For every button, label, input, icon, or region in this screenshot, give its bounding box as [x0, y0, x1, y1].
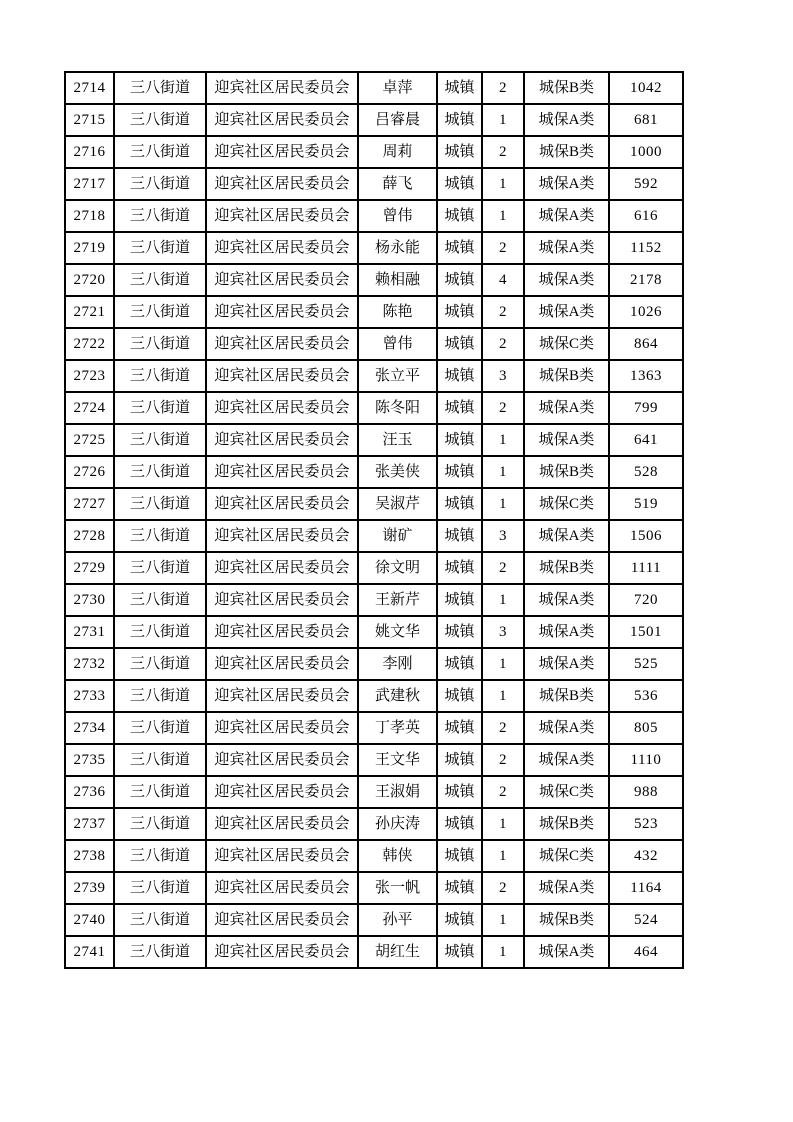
cell-committee: 迎宾社区居民委员会	[206, 744, 358, 776]
table-row	[65, 136, 683, 168]
cell-serial-number: 2720	[65, 264, 114, 296]
cell-member-count: 2	[482, 712, 524, 744]
cell-household-type: 城镇	[437, 392, 482, 424]
cell-amount: 432	[609, 840, 683, 872]
cell-committee: 迎宾社区居民委员会	[206, 584, 358, 616]
table-row	[65, 712, 683, 744]
cell-person-name: 吕睿晨	[358, 104, 437, 136]
cell-street: 三八街道	[114, 360, 206, 392]
cell-member-count: 2	[482, 744, 524, 776]
cell-committee: 迎宾社区居民委员会	[206, 296, 358, 328]
cell-member-count: 2	[482, 776, 524, 808]
cell-amount: 464	[609, 936, 683, 968]
cell-household-type: 城镇	[437, 136, 482, 168]
cell-member-count: 4	[482, 264, 524, 296]
cell-committee: 迎宾社区居民委员会	[206, 456, 358, 488]
cell-street: 三八街道	[114, 488, 206, 520]
cell-person-name: 周莉	[358, 136, 437, 168]
cell-household-type: 城镇	[437, 680, 482, 712]
cell-person-name: 陈艳	[358, 296, 437, 328]
cell-person-name: 张一帆	[358, 872, 437, 904]
cell-serial-number: 2714	[65, 72, 114, 104]
cell-committee: 迎宾社区居民委员会	[206, 520, 358, 552]
table-row	[65, 904, 683, 936]
cell-committee: 迎宾社区居民委员会	[206, 72, 358, 104]
cell-street: 三八街道	[114, 904, 206, 936]
cell-member-count: 1	[482, 584, 524, 616]
cell-household-type: 城镇	[437, 104, 482, 136]
cell-amount: 523	[609, 808, 683, 840]
cell-member-count: 1	[482, 808, 524, 840]
cell-insurance-category: 城保A类	[524, 712, 609, 744]
cell-person-name: 卓萍	[358, 72, 437, 104]
cell-insurance-category: 城保C类	[524, 328, 609, 360]
cell-serial-number: 2739	[65, 872, 114, 904]
cell-serial-number: 2728	[65, 520, 114, 552]
cell-household-type: 城镇	[437, 840, 482, 872]
cell-member-count: 3	[482, 616, 524, 648]
cell-amount: 536	[609, 680, 683, 712]
cell-committee: 迎宾社区居民委员会	[206, 264, 358, 296]
cell-committee: 迎宾社区居民委员会	[206, 392, 358, 424]
cell-street: 三八街道	[114, 328, 206, 360]
cell-household-type: 城镇	[437, 904, 482, 936]
cell-household-type: 城镇	[437, 936, 482, 968]
cell-serial-number: 2723	[65, 360, 114, 392]
cell-committee: 迎宾社区居民委员会	[206, 328, 358, 360]
cell-amount: 528	[609, 456, 683, 488]
cell-committee: 迎宾社区居民委员会	[206, 648, 358, 680]
cell-serial-number: 2724	[65, 392, 114, 424]
cell-person-name: 李刚	[358, 648, 437, 680]
cell-household-type: 城镇	[437, 872, 482, 904]
table-row	[65, 360, 683, 392]
table-body	[65, 72, 683, 968]
cell-household-type: 城镇	[437, 616, 482, 648]
cell-insurance-category: 城保A类	[524, 168, 609, 200]
cell-household-type: 城镇	[437, 520, 482, 552]
cell-committee: 迎宾社区居民委员会	[206, 488, 358, 520]
cell-serial-number: 2719	[65, 232, 114, 264]
cell-member-count: 1	[482, 168, 524, 200]
cell-serial-number: 2740	[65, 904, 114, 936]
table-row	[65, 72, 683, 104]
table-row	[65, 456, 683, 488]
table-row	[65, 680, 683, 712]
cell-household-type: 城镇	[437, 232, 482, 264]
cell-serial-number: 2715	[65, 104, 114, 136]
cell-household-type: 城镇	[437, 456, 482, 488]
cell-serial-number: 2722	[65, 328, 114, 360]
cell-street: 三八街道	[114, 296, 206, 328]
cell-member-count: 1	[482, 488, 524, 520]
cell-street: 三八街道	[114, 936, 206, 968]
cell-insurance-category: 城保B类	[524, 456, 609, 488]
cell-serial-number: 2735	[65, 744, 114, 776]
cell-street: 三八街道	[114, 392, 206, 424]
cell-member-count: 1	[482, 904, 524, 936]
table-row	[65, 328, 683, 360]
cell-serial-number: 2738	[65, 840, 114, 872]
cell-insurance-category: 城保A类	[524, 744, 609, 776]
cell-household-type: 城镇	[437, 552, 482, 584]
table-row	[65, 424, 683, 456]
cell-committee: 迎宾社区居民委员会	[206, 552, 358, 584]
cell-amount: 1042	[609, 72, 683, 104]
table-row	[65, 936, 683, 968]
cell-person-name: 王新芹	[358, 584, 437, 616]
table-row	[65, 648, 683, 680]
cell-insurance-category: 城保A类	[524, 424, 609, 456]
cell-street: 三八街道	[114, 136, 206, 168]
cell-member-count: 1	[482, 840, 524, 872]
table-row	[65, 872, 683, 904]
cell-person-name: 王淑娟	[358, 776, 437, 808]
cell-person-name: 陈冬阳	[358, 392, 437, 424]
cell-person-name: 谢矿	[358, 520, 437, 552]
cell-serial-number: 2718	[65, 200, 114, 232]
cell-street: 三八街道	[114, 456, 206, 488]
cell-committee: 迎宾社区居民委员会	[206, 872, 358, 904]
cell-street: 三八街道	[114, 264, 206, 296]
cell-serial-number: 2727	[65, 488, 114, 520]
cell-insurance-category: 城保A类	[524, 232, 609, 264]
table-row	[65, 296, 683, 328]
cell-amount: 805	[609, 712, 683, 744]
table-row	[65, 584, 683, 616]
cell-serial-number: 2721	[65, 296, 114, 328]
cell-person-name: 杨永能	[358, 232, 437, 264]
cell-amount: 616	[609, 200, 683, 232]
cell-insurance-category: 城保B类	[524, 136, 609, 168]
cell-serial-number: 2741	[65, 936, 114, 968]
cell-street: 三八街道	[114, 680, 206, 712]
cell-insurance-category: 城保B类	[524, 552, 609, 584]
cell-person-name: 张立平	[358, 360, 437, 392]
cell-household-type: 城镇	[437, 168, 482, 200]
cell-amount: 2178	[609, 264, 683, 296]
cell-serial-number: 2729	[65, 552, 114, 584]
cell-insurance-category: 城保B类	[524, 680, 609, 712]
cell-amount: 525	[609, 648, 683, 680]
cell-insurance-category: 城保C类	[524, 840, 609, 872]
cell-member-count: 1	[482, 104, 524, 136]
cell-amount: 1026	[609, 296, 683, 328]
cell-street: 三八街道	[114, 648, 206, 680]
cell-person-name: 曾伟	[358, 328, 437, 360]
cell-committee: 迎宾社区居民委员会	[206, 616, 358, 648]
table-row	[65, 744, 683, 776]
cell-household-type: 城镇	[437, 712, 482, 744]
table-row	[65, 200, 683, 232]
cell-member-count: 2	[482, 328, 524, 360]
cell-street: 三八街道	[114, 616, 206, 648]
cell-household-type: 城镇	[437, 648, 482, 680]
cell-amount: 681	[609, 104, 683, 136]
cell-member-count: 1	[482, 648, 524, 680]
cell-member-count: 2	[482, 136, 524, 168]
cell-serial-number: 2737	[65, 808, 114, 840]
table-row	[65, 840, 683, 872]
cell-insurance-category: 城保B类	[524, 360, 609, 392]
cell-amount: 1111	[609, 552, 683, 584]
cell-member-count: 3	[482, 360, 524, 392]
cell-street: 三八街道	[114, 200, 206, 232]
resident-roster-table	[64, 71, 684, 969]
cell-serial-number: 2725	[65, 424, 114, 456]
table-row	[65, 168, 683, 200]
cell-street: 三八街道	[114, 104, 206, 136]
cell-committee: 迎宾社区居民委员会	[206, 904, 358, 936]
cell-household-type: 城镇	[437, 808, 482, 840]
cell-serial-number: 2716	[65, 136, 114, 168]
cell-insurance-category: 城保A类	[524, 616, 609, 648]
cell-household-type: 城镇	[437, 424, 482, 456]
cell-person-name: 姚文华	[358, 616, 437, 648]
cell-street: 三八街道	[114, 232, 206, 264]
cell-serial-number: 2736	[65, 776, 114, 808]
cell-member-count: 3	[482, 520, 524, 552]
cell-person-name: 胡红生	[358, 936, 437, 968]
cell-committee: 迎宾社区居民委员会	[206, 104, 358, 136]
cell-insurance-category: 城保A类	[524, 936, 609, 968]
table-row	[65, 776, 683, 808]
cell-amount: 519	[609, 488, 683, 520]
table-row	[65, 104, 683, 136]
cell-person-name: 武建秋	[358, 680, 437, 712]
cell-amount: 1506	[609, 520, 683, 552]
cell-person-name: 丁孝英	[358, 712, 437, 744]
cell-insurance-category: 城保A类	[524, 520, 609, 552]
cell-person-name: 赖相融	[358, 264, 437, 296]
cell-household-type: 城镇	[437, 488, 482, 520]
cell-committee: 迎宾社区居民委员会	[206, 808, 358, 840]
cell-committee: 迎宾社区居民委员会	[206, 136, 358, 168]
cell-street: 三八街道	[114, 744, 206, 776]
cell-household-type: 城镇	[437, 584, 482, 616]
cell-amount: 864	[609, 328, 683, 360]
cell-amount: 799	[609, 392, 683, 424]
cell-amount: 1164	[609, 872, 683, 904]
cell-serial-number: 2717	[65, 168, 114, 200]
table-row	[65, 552, 683, 584]
cell-amount: 1501	[609, 616, 683, 648]
cell-amount: 1152	[609, 232, 683, 264]
cell-amount: 592	[609, 168, 683, 200]
cell-street: 三八街道	[114, 552, 206, 584]
cell-street: 三八街道	[114, 520, 206, 552]
cell-household-type: 城镇	[437, 776, 482, 808]
cell-household-type: 城镇	[437, 360, 482, 392]
cell-committee: 迎宾社区居民委员会	[206, 360, 358, 392]
cell-member-count: 1	[482, 456, 524, 488]
table-row	[65, 264, 683, 296]
cell-amount: 720	[609, 584, 683, 616]
cell-household-type: 城镇	[437, 328, 482, 360]
cell-insurance-category: 城保A类	[524, 200, 609, 232]
cell-household-type: 城镇	[437, 296, 482, 328]
cell-committee: 迎宾社区居民委员会	[206, 712, 358, 744]
table-row	[65, 392, 683, 424]
cell-member-count: 2	[482, 296, 524, 328]
cell-member-count: 2	[482, 392, 524, 424]
cell-committee: 迎宾社区居民委员会	[206, 776, 358, 808]
cell-member-count: 2	[482, 72, 524, 104]
cell-insurance-category: 城保B类	[524, 808, 609, 840]
cell-street: 三八街道	[114, 776, 206, 808]
cell-member-count: 1	[482, 936, 524, 968]
cell-person-name: 王文华	[358, 744, 437, 776]
cell-insurance-category: 城保A类	[524, 648, 609, 680]
cell-person-name: 曾伟	[358, 200, 437, 232]
table-row	[65, 808, 683, 840]
table-row	[65, 488, 683, 520]
cell-amount: 1363	[609, 360, 683, 392]
cell-serial-number: 2730	[65, 584, 114, 616]
cell-serial-number: 2734	[65, 712, 114, 744]
cell-committee: 迎宾社区居民委员会	[206, 424, 358, 456]
cell-amount: 1000	[609, 136, 683, 168]
cell-person-name: 张美侠	[358, 456, 437, 488]
cell-member-count: 2	[482, 552, 524, 584]
cell-insurance-category: 城保A类	[524, 584, 609, 616]
cell-serial-number: 2732	[65, 648, 114, 680]
cell-person-name: 徐文明	[358, 552, 437, 584]
cell-committee: 迎宾社区居民委员会	[206, 168, 358, 200]
cell-household-type: 城镇	[437, 264, 482, 296]
cell-person-name: 吴淑芹	[358, 488, 437, 520]
cell-insurance-category: 城保B类	[524, 72, 609, 104]
cell-member-count: 1	[482, 200, 524, 232]
cell-street: 三八街道	[114, 808, 206, 840]
cell-serial-number: 2731	[65, 616, 114, 648]
cell-person-name: 薛飞	[358, 168, 437, 200]
cell-member-count: 1	[482, 424, 524, 456]
table-row	[65, 232, 683, 264]
cell-insurance-category: 城保A类	[524, 104, 609, 136]
cell-insurance-category: 城保B类	[524, 904, 609, 936]
cell-member-count: 2	[482, 872, 524, 904]
cell-person-name: 汪玉	[358, 424, 437, 456]
cell-committee: 迎宾社区居民委员会	[206, 936, 358, 968]
cell-amount: 641	[609, 424, 683, 456]
cell-person-name: 孙庆涛	[358, 808, 437, 840]
cell-amount: 1110	[609, 744, 683, 776]
cell-member-count: 1	[482, 680, 524, 712]
table-row	[65, 616, 683, 648]
cell-committee: 迎宾社区居民委员会	[206, 680, 358, 712]
cell-amount: 988	[609, 776, 683, 808]
cell-person-name: 韩侠	[358, 840, 437, 872]
cell-insurance-category: 城保C类	[524, 776, 609, 808]
cell-street: 三八街道	[114, 584, 206, 616]
cell-household-type: 城镇	[437, 744, 482, 776]
cell-insurance-category: 城保A类	[524, 872, 609, 904]
cell-person-name: 孙平	[358, 904, 437, 936]
cell-insurance-category: 城保A类	[524, 264, 609, 296]
cell-member-count: 2	[482, 232, 524, 264]
cell-street: 三八街道	[114, 840, 206, 872]
cell-committee: 迎宾社区居民委员会	[206, 232, 358, 264]
cell-insurance-category: 城保A类	[524, 392, 609, 424]
cell-serial-number: 2733	[65, 680, 114, 712]
cell-household-type: 城镇	[437, 200, 482, 232]
cell-insurance-category: 城保A类	[524, 296, 609, 328]
cell-street: 三八街道	[114, 424, 206, 456]
cell-amount: 524	[609, 904, 683, 936]
cell-street: 三八街道	[114, 712, 206, 744]
cell-serial-number: 2726	[65, 456, 114, 488]
cell-committee: 迎宾社区居民委员会	[206, 840, 358, 872]
cell-household-type: 城镇	[437, 72, 482, 104]
cell-street: 三八街道	[114, 168, 206, 200]
cell-street: 三八街道	[114, 872, 206, 904]
cell-committee: 迎宾社区居民委员会	[206, 200, 358, 232]
cell-insurance-category: 城保C类	[524, 488, 609, 520]
table-row	[65, 520, 683, 552]
cell-street: 三八街道	[114, 72, 206, 104]
